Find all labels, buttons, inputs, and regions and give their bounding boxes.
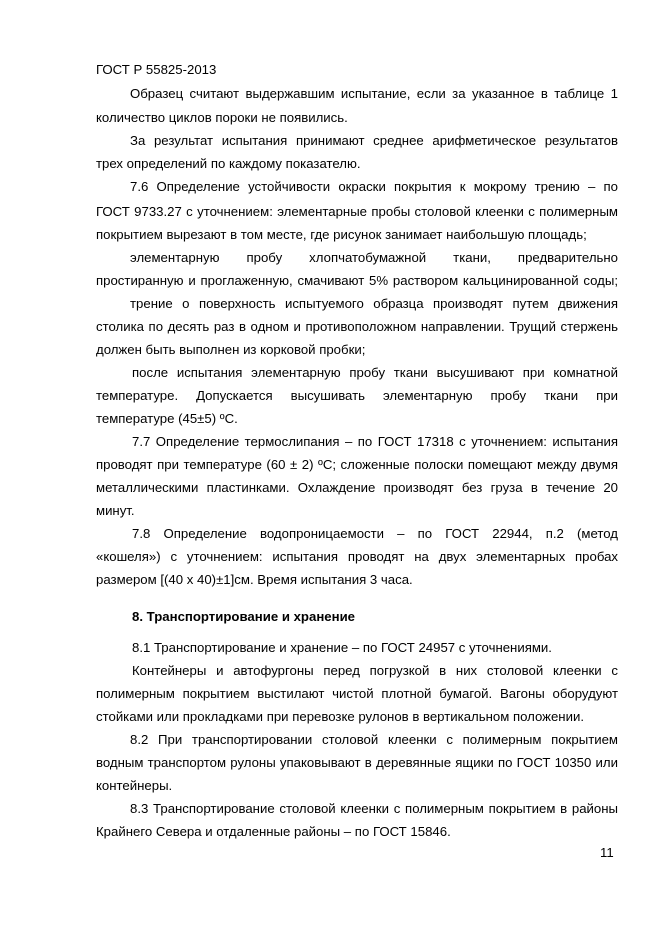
text-line: температуре. Допускается высушивать элементарную пробу ткани при	[96, 388, 618, 403]
text-line: должен быть выполнен из корковой пробки;	[96, 342, 366, 357]
text-line: количество циклов пороки не появились.	[96, 110, 348, 125]
text-line: ГОСТ 9733.27 с уточнением: элементарные пробы столовой клеенки с полимерным	[96, 204, 618, 219]
page-number: 11	[600, 845, 614, 860]
text-line: покрытием вырезают в том месте, где рисунок занимает наибольшую площадь;	[96, 227, 587, 242]
text-line: 8.2 При транспортировании столовой клеенки с полимерным покрытием	[130, 732, 618, 747]
text-line: За результат испытания принимают среднее арифметическое результатов	[130, 133, 618, 148]
text-line: проводят при температуре (60 ± 2) ºС; сложенные полоски помещают между двумя	[96, 457, 618, 472]
text-line: минут.	[96, 503, 135, 518]
text-line: элементарную пробу хлопчатобумажной ткани, предварительно	[130, 250, 618, 265]
document-header: ГОСТ Р 55825-2013	[96, 62, 217, 77]
section-heading: 8. Транспортирование и хранение	[132, 609, 356, 624]
text-line: 7.7 Определение термослипания – по ГОСТ 17318 с уточнением: испытания	[132, 434, 618, 449]
text-line: 8.1 Транспортирование и хранение – по ГОСТ 24957 с уточнениями.	[132, 640, 552, 655]
text-line: стойками или прокладками при перевозке рулонов в вертикальном положении.	[96, 709, 584, 724]
text-line: Крайнего Севера и отдаленные районы – по ГОСТ 15846.	[96, 824, 451, 839]
text-line: столика по десять раз в одном и противоположном направлении. Трущий стержень	[96, 319, 618, 334]
text-line: после испытания элементарную пробу ткани высушивают при комнатной	[132, 365, 618, 380]
text-line: 7.8 Определение водопроницаемости – по ГОСТ 22944, п.2 (метод	[132, 526, 618, 541]
text-line: Образец считают выдержавшим испытание, если за указанное в таблице 1	[130, 86, 618, 101]
text-line: «кошеля») с уточнением: испытания проводят на двух элементарных пробах	[96, 549, 618, 564]
text-line: размером [(40 х 40)±1]см. Время испытания 3 часа.	[96, 572, 413, 587]
text-line: водным транспортом рулоны упаковывают в деревянные ящики по ГОСТ 10350 или	[96, 755, 618, 770]
text-line: трение о поверхность испытуемого образца производят путем движения	[130, 296, 618, 311]
text-line: контейнеры.	[96, 778, 173, 793]
text-line: Контейнеры и автофургоны перед погрузкой в них столовой клеенки с	[132, 663, 618, 678]
text-line: металлическими пластинками. Охлаждение производят без груза в течение 20	[96, 480, 618, 495]
text-line: температуре (45±5) ºС.	[96, 411, 238, 426]
text-line: 8.3 Транспортирование столовой клеенки с полимерным покрытием в районы	[130, 801, 618, 816]
text-line: трех определений по каждому показателю.	[96, 156, 361, 171]
text-line: 7.6 Определение устойчивости окраски покрытия к мокрому трению – по	[130, 179, 618, 194]
text-line: простиранную и проглаженную, смачивают 5% раствором кальцинированной соды;	[96, 273, 618, 288]
text-line: полимерным покрытием выстилают чистой плотной бумагой. Вагоны оборудуют	[96, 686, 618, 701]
